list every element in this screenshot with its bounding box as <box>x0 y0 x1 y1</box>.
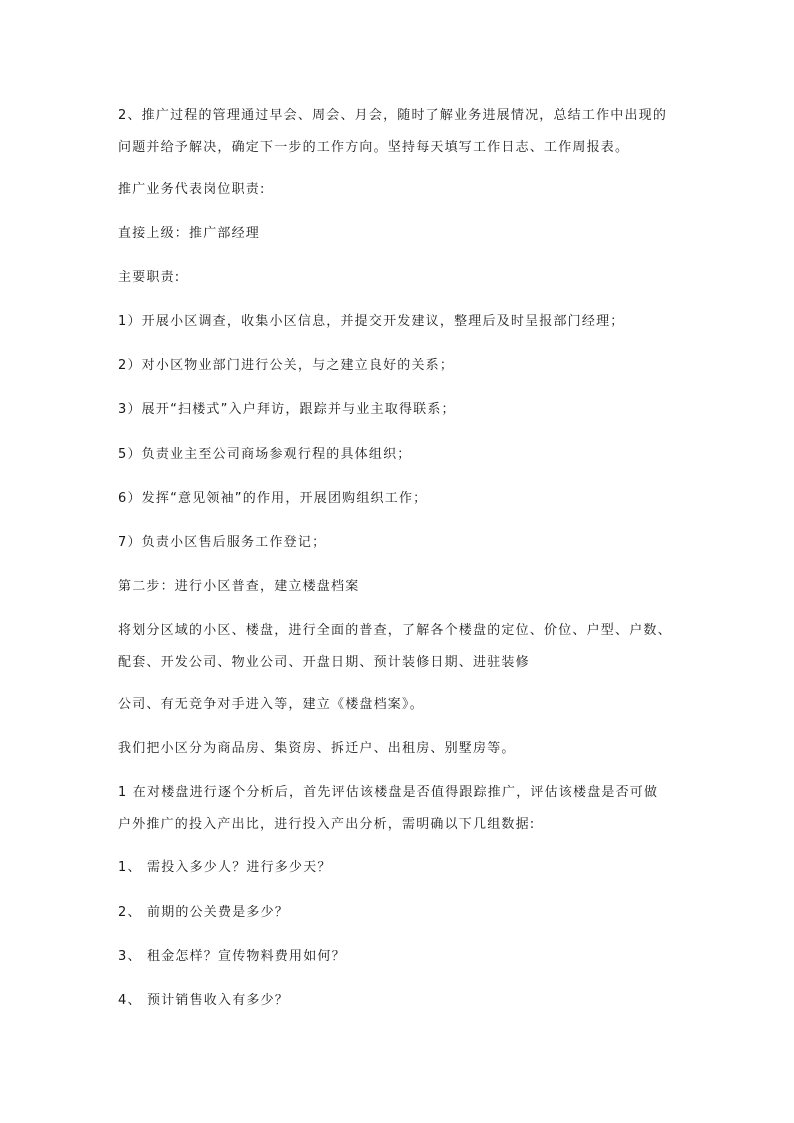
paragraph-line: 配套、开发公司、物业公司、开盘日期、预计装修日期、进驻装修 <box>118 655 530 670</box>
paragraph-line: 1 在对楼盘进行逐个分析后，首先评估该楼盘是否值得跟踪推广，评估该楼盘是否可做 <box>118 785 659 800</box>
paragraph-line: 直接上级：推广部经理 <box>118 226 261 241</box>
section-heading: 第二步：进行小区普查，建立楼盘档案 <box>118 579 360 594</box>
paragraph-line: 户外推广的投入产出比，进行投入产出分析，需明确以下几组数据: <box>118 817 536 832</box>
list-item: 5）负责业主至公司商场参观行程的具体组织； <box>118 447 412 462</box>
list-item: 3、 租金怎样？宣传物料费用如何？ <box>118 949 346 964</box>
section-heading: 主要职责: <box>118 270 181 285</box>
paragraph-line: 问题并给予解决，确定下一步的工作方向。坚持每天填写工作日志、工作周报表。 <box>118 140 630 155</box>
paragraph-line: 2、推广过程的管理通过早会、周会、月会，随时了解业务进展情况，总结工作中出现的 <box>118 108 668 123</box>
list-item: 6）发挥“意见领袖”的作用，开展团购组织工作； <box>118 491 428 506</box>
paragraph-line: 公司、有无竞争对手进入等，建立《楼盘档案》。 <box>118 697 424 712</box>
list-item: 7）负责小区售后服务工作登记； <box>118 535 327 550</box>
list-item: 3）展开“扫楼式”入户拜访，跟踪并与业主取得联系； <box>118 402 456 417</box>
paragraph-line: 将划分区域的小区、楼盘，进行全面的普查，了解各个楼盘的定位、价位、户型、户数、 <box>118 623 672 638</box>
list-item: 2、 前期的公关费是多少？ <box>118 905 290 920</box>
section-heading: 推广业务代表岗位职责: <box>118 182 266 197</box>
list-item: 2）对小区物业部门进行公关，与之建立良好的关系； <box>118 358 455 373</box>
list-item: 1）开展小区调查，收集小区信息，并提交开发建议，整理后及时呈报部门经理； <box>118 314 625 329</box>
list-item: 1、 需投入多少人？进行多少天？ <box>118 860 332 875</box>
paragraph-line: 我们把小区分为商品房、集资房、拆迁户、出租房、别墅房等。 <box>118 741 516 756</box>
list-item: 4、 预计销售收入有多少？ <box>118 993 290 1008</box>
